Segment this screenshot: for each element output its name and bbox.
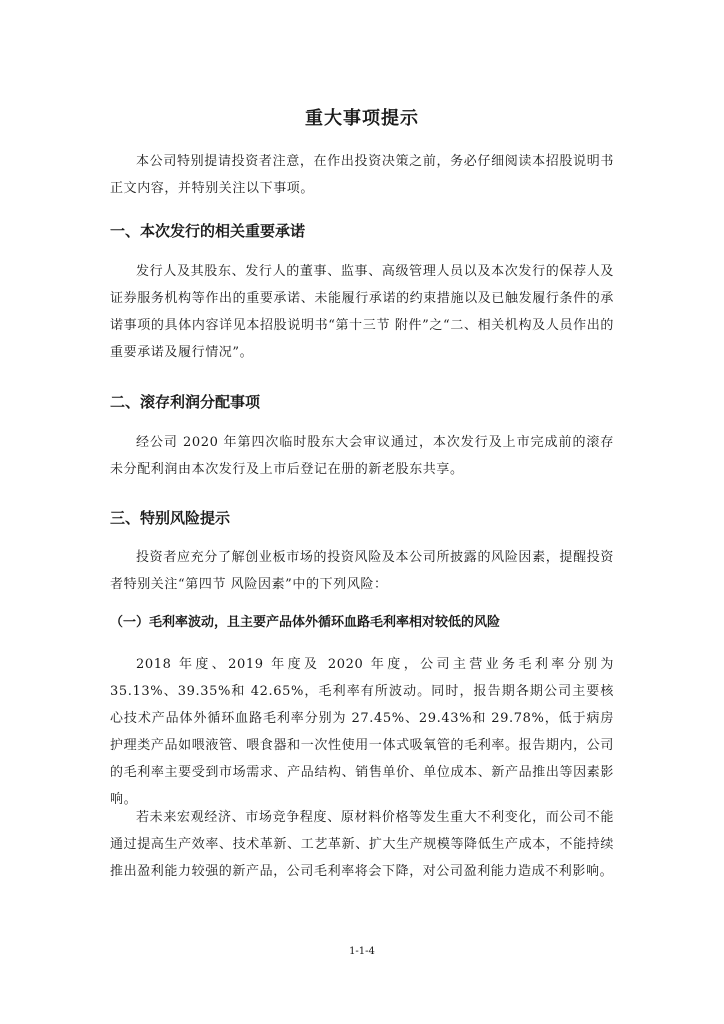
section-paragraph-commitments: 发行人及其股东、发行人的董事、监事、高级管理人员以及本次发行的保荐人及证券服务机构等作出的重要承诺、未能履行承诺的约束措施以及已触发履行条件的承诺事项的具体内容详见本招股说明书“第十三节 附件”之“二、相关机构及人员作出的重要承诺及履行情况”。 (110, 264, 614, 360)
page-title: 重大事项提示 (305, 108, 419, 129)
intro-paragraph: 本公司特别提请投资者注意，在作出投资决策之前，务必仔细阅读本招股说明书正文内容，并特别关注以下事项。 (110, 154, 614, 196)
section-heading-commitments: 一、本次发行的相关重要承诺 (110, 222, 306, 240)
section-heading-risk-warning: 三、特别风险提示 (110, 509, 231, 527)
page-number: 1-1-4 (349, 946, 375, 957)
subsection-paragraph-gross-margin-2: 若未来宏观经济、市场竞争程度、原材料价格等发生重大不利变化，而公司不能通过提高生产效率、技术革新、工艺革新、扩大生产规模等降低生产成本，不能持续推出盈利能力较强的新产品，公司毛利率将会下降，对公司盈利能力造成不利影响。 (110, 810, 614, 879)
section-heading-profit-distribution: 二、滚存利润分配事项 (110, 393, 261, 411)
subsection-heading-gross-margin-risk: （一）毛利率波动，且主要产品体外循环血路毛利率相对较低的风险 (110, 615, 501, 630)
section-paragraph-risk-warning: 投资者应充分了解创业板市场的投资风险及本公司所披露的风险因素，提醒投资者特别关注“第四节 风险因素”中的下列风险： (110, 550, 614, 592)
subsection-paragraph-gross-margin-1: 2018 年度、2019 年度及 2020 年度，公司主营业务毛利率分别为 35.13%、39.35%和 42.65%，毛利率有所波动。同时，报告期各期公司主要核心技术产品体外循环血路毛利率分别为 27.45%、29.43%和 29.78%，低于病房护理类产品如喂液管、喂食器和一次性使用一体式吸氧管的毛利率。报告期内，公司的毛利率主要受到市场需求、产品结构、销售单价、单位成本、新产品推出等因素影响。 (110, 657, 614, 807)
section-paragraph-profit-distribution: 经公司 2020 年第四次临时股东大会审议通过，本次发行及上市完成前的滚存未分配利润由本次发行及上市后登记在册的新老股东共享。 (110, 435, 614, 477)
